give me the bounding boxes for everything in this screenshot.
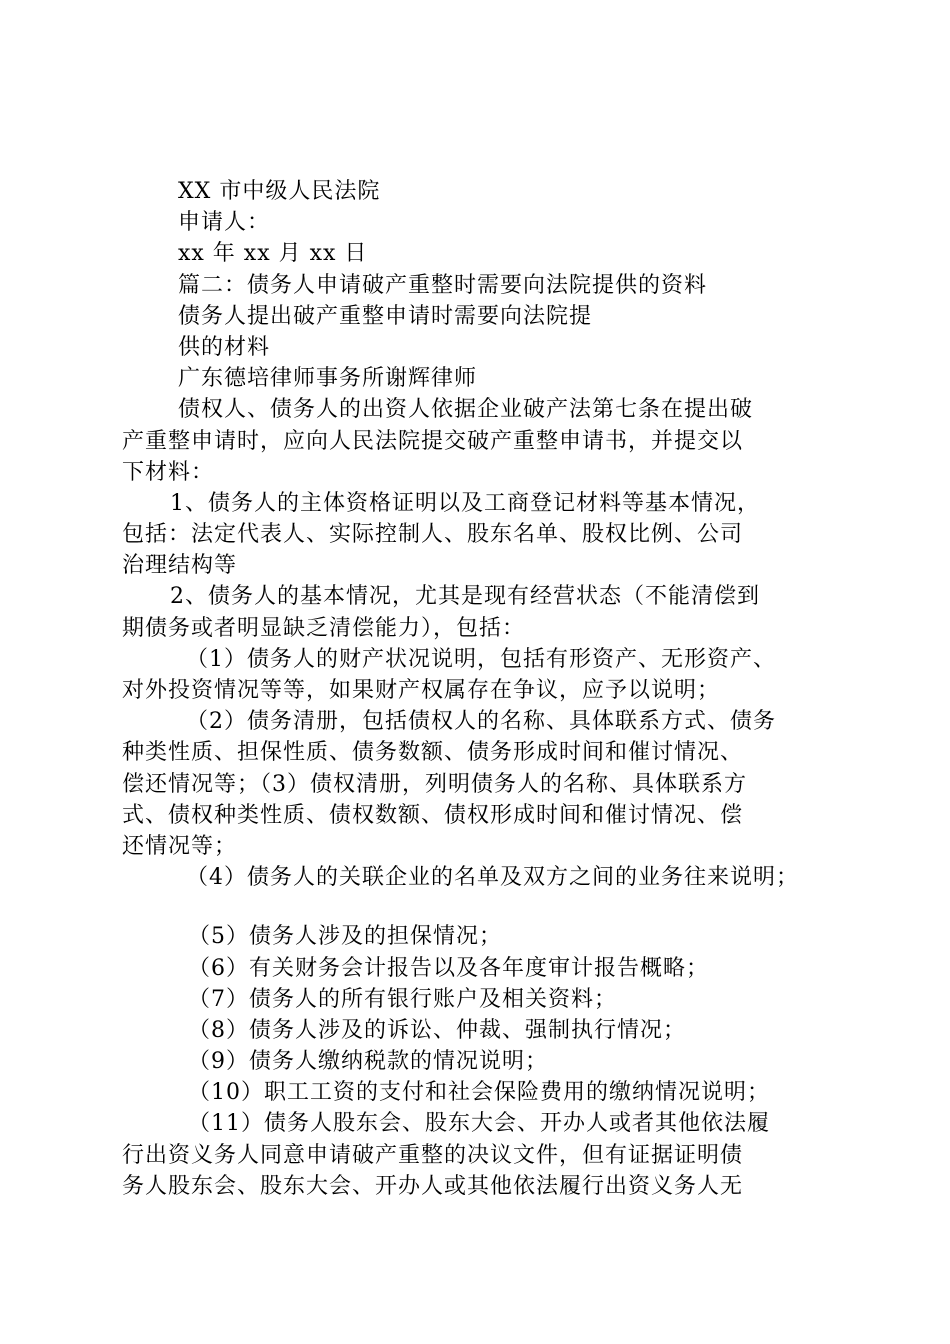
list-item: （6）有关财务会计报告以及各年度审计报告概略； <box>188 955 709 981</box>
item-2-line: 2、债务人的基本情况，尤其是现有经营状态（不能清偿到 <box>170 584 760 610</box>
article-title-line-2: 供的材料 <box>178 334 271 360</box>
list-item: （9）债务人缴纳税款的情况说明； <box>188 1049 548 1075</box>
list-item: （8）债务人涉及的诉讼、仲裁、强制执行情况； <box>188 1017 686 1043</box>
paragraph-gap <box>122 893 834 921</box>
sub-item-11-line: 行出资义务人同意申请破产重整的决议文件，但有证据证明债 <box>122 1142 744 1168</box>
item-1-line: 包括：法定代表人、实际控制人、股东名单、股权比例、公司 <box>122 522 744 548</box>
sub-item-1-line: 对外投资情况等等，如果财产权属存在争议，应予以说明； <box>122 678 721 703</box>
sub-item-4-line: （4）债务人的关联企业的名单及双方之间的业务往来说明； <box>186 865 799 891</box>
item-1-line: 1、债务人的主体资格证明以及工商登记材料等基本情况， <box>170 490 760 516</box>
list-item: （5）债务人涉及的担保情况； <box>188 924 502 950</box>
document-body <box>122 176 834 1202</box>
date-line: xx 年 xx 月 xx 日 <box>178 241 368 267</box>
sub-item-11-line: （11）债务人股东会、股东大会、开办人或者其他依法履 <box>188 1111 770 1137</box>
sub-item-2-line: 式、债权种类性质、债权数额、债权形成时间和催讨情况、偿 <box>122 802 744 828</box>
sub-item-11-line: 务人股东会、股东大会、开办人或其他依法履行出资义务人无 <box>122 1173 744 1199</box>
section-title: 篇二：债务人申请破产重整时需要向法院提供的资料 <box>178 272 708 298</box>
sub-item-2-line: 种类性质、担保性质、债务数额、债务形成时间和催讨情况、 <box>122 740 744 766</box>
court-name: XX 市中级人民法院 <box>178 179 381 204</box>
article-title-line-1: 债务人提出破产重整申请时需要向法院提 <box>178 303 593 329</box>
author-line: 广东德培律师事务所谢辉律师 <box>178 366 478 392</box>
sub-item-2-line: （2）债务清册，包括债权人的名称、具体联系方式、债务 <box>186 709 776 735</box>
sub-item-2-line: 还情况等； <box>122 833 238 859</box>
sub-item-2-line: 偿还情况等；（3）债权清册，列明债务人的名称、具体联系方 <box>122 771 747 797</box>
intro-paragraph-line: 产重整申请时，应向人民法院提交破产重整申请书，并提交以 <box>122 428 744 454</box>
intro-paragraph-line: 债权人、债务人的出资人依据企业破产法第七条在提出破 <box>178 397 754 423</box>
list-item: （10）职工工资的支付和社会保险费用的缴纳情况说明； <box>188 1080 770 1106</box>
list-item: （7）债务人的所有银行账户及相关资料； <box>188 986 617 1012</box>
sub-item-1-line: （1）债务人的财产状况说明，包括有形资产、无形资产、 <box>186 646 776 672</box>
applicant-label: 申请人： <box>178 210 271 236</box>
item-2-line: 期债务或者明显缺乏清偿能力），包括： <box>122 615 526 641</box>
item-1-line: 治理结构等 <box>122 553 238 579</box>
intro-paragraph-line: 下材料： <box>122 459 215 485</box>
